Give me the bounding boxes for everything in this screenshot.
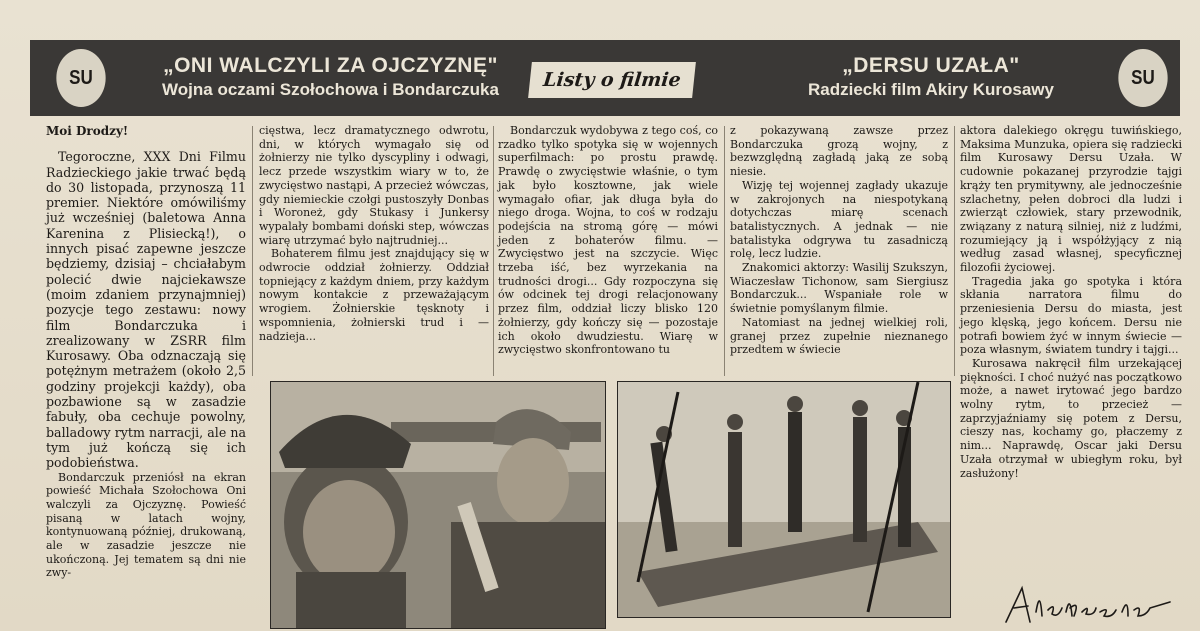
text-column-3	[498, 124, 718, 357]
film-still-raft	[617, 381, 951, 618]
greeting: Moi Drodzy!	[46, 124, 129, 138]
text-column-5	[960, 124, 1182, 480]
su-logo-right: SU	[1118, 49, 1167, 107]
headline-left	[118, 54, 543, 100]
headline-right	[736, 54, 1126, 100]
film-still-soldiers	[270, 381, 606, 629]
paragraph: Wizję tej wojennej zagłady ukazuje w zakrojonych na niespotykaną dotychczas miarę scenach batalistycznych. A jednak — nie batalistyka odgrywa tu zasadniczą rolę, lecz ludzie.	[730, 178, 948, 261]
paragraph: Natomiast na jednej wielkiej roli, granej przez zupełnie nieznanego przedtem w świecie	[730, 315, 948, 357]
author-signature	[1000, 582, 1175, 627]
paragraph: Tegoroczne, XXX Dni Filmu Radzieckiego jakie trwać będą do 30 listopada, przynoszą 11 premier. Niektóre omówiliśmy już wcześniej (baletowa Anna Karenina z Plisiecką!), o innych pisać zapewne jeszcze będziemy, dzisiaj – chciałabym polecić dwie najciekawsze (moim zdaniem przynajmniej) pozycje tego zestawu: nowy film Bondarczuka i zrealizowany w ZSRR film Kurosawy. Oba odznaczają się potężnym metrażem (około 2,5 godziny projekcji każdy), oba pozbawione są w zasadzie fabuły, oba cechuje powolny, balladowy rytm narracji, ale na tym już kończą się ich podobieństwa.	[46, 149, 246, 471]
paragraph: z pokazywaną zawsze przez Bondarczuka grozą wojny, z bezwzględną zagładą jaką ze sobą niesie.	[730, 124, 948, 179]
text-column-4	[730, 124, 948, 357]
handwritten-signature	[1000, 582, 1175, 627]
text-column-1	[46, 124, 246, 580]
column-divider	[252, 126, 253, 376]
su-logo-left: SU	[56, 49, 105, 107]
paragraph: Kurosawa nakręcił film urzekającej piękności. I choć nużyć nas początkowo może, a nawet irytować jego bardzo wolny rytm, to przecież — zaprzyjaźniamy się potem z Dersu, cieszy nas, kochamy go, płaczemy z nim... Naprawdę, Oscar jaki Dersu Uzała otrzymał w ubiegłym roku, był zasłużony!	[960, 356, 1182, 480]
column-badge: Listy o filmie	[528, 62, 696, 98]
text-column-2	[259, 124, 489, 343]
paragraph: Tragedia jaka go spotyka i która skłania narratora filmu do przeniesienia Dersu do miasta, jest jego klęską, jego końcem. Dersu nie potrafi bowiem żyć w innym świecie — poza własnym, światem tundry i tajgi...	[960, 274, 1182, 357]
paragraph: Bohaterem filmu jest znajdujący się w odwrocie oddział żołnierzy. Oddział topniejący z każdym dniem, przy każdym nowym kontakcie z przeważającym wrogiem. Żołnierskie tęsknoty i wspomnienia, żołnierski trud i — nadzieja...	[259, 247, 489, 343]
paragraph: Bondarczuk przeniósł na ekran powieść Michała Szołochowa Oni walczyli za Ojczyznę. Powieść pisaną w latach wojny, kontynuowaną później, drukowaną, ale w zasadzie jeszcze nie ukończoną. Jej tematem są dni nie zwy-	[46, 470, 246, 580]
headline-right-subtitle: Radziecki film Akiry Kurosawy	[808, 80, 1054, 99]
paragraph: Bondarczuk wydobywa z tego coś, co rzadko tylko spotyka się w wojennych superfilmach: po prostu prawdę. Prawdę o zwycięstwie właśnie, o tym jak było kosztowne, jak wiele wymagało ofiar, jak długa była do niego droga. Wojna, to coś w rodzaju podejścia na stromą górę — mówi jeden z bohaterów filmu. — Zwycięstwo jest na szczycie. Więc trzeba iść, bez wyrzekania na trudności drogi... Gdy rozpoczyna się ów odcinek tej drogi relacjonowany przez film, oddział liczy blisko 120 żołnierzy, gdy kończy się — pozostaje ich około dwudziestu. Wiarę w zwycięstwo skonfrontowano tu	[498, 124, 718, 357]
title-band	[30, 40, 1180, 116]
headline-left-title: „ONI WALCZYLI ZA OJCZYZNĘ"	[163, 54, 498, 77]
headline-left-subtitle: Wojna oczami Szołochowa i Bondarczuka	[162, 80, 499, 99]
column-divider	[724, 126, 725, 376]
raft-photo	[618, 382, 950, 617]
paragraph: Znakomici aktorzy: Wasilij Szukszyn, Wiaczesław Tichonow, sam Siergiusz Bondarczuk... Wspaniałe role w świetnie pomyślanym filmie.	[730, 261, 948, 316]
paragraph: aktora dalekiego okręgu tuwińskiego, Maksima Munzuka, opiera się radziecki film Kurosawy Dersu Uzała. W cudownie pokazanej przyrodzie tajgi krąży ten prymitywny, ale jednocześnie szlachetny, pełen dobroci dla ludzi i zwierząt człowiek, stary przewodnik, związany z naturą silniej, niż z ludźmi, rozumiejący ją i współżyjący z nią według zasad własnej, specyficznej filozofii życiowej.	[960, 124, 1182, 275]
column-divider	[954, 126, 955, 376]
paragraph: cięstwa, lecz dramatycznego odwrotu, dni, w których wymagało się od żołnierzy nie tylko dyscypliny i odwagi, lecz przede wszystkim wiary w to, że zwycięstwo nastąpi, A przecież wówczas, gdy niemieckie czołgi pustoszyły Donbas i Woroneż, gdy Stukasy i Junkersy wypalały bombami doński step, wówczas wiarę utrzymać było najtrudniej...	[259, 124, 489, 247]
column-divider	[493, 126, 494, 376]
soldiers-photo	[271, 382, 605, 628]
headline-right-title: „DERSU UZAŁA"	[842, 54, 1020, 77]
